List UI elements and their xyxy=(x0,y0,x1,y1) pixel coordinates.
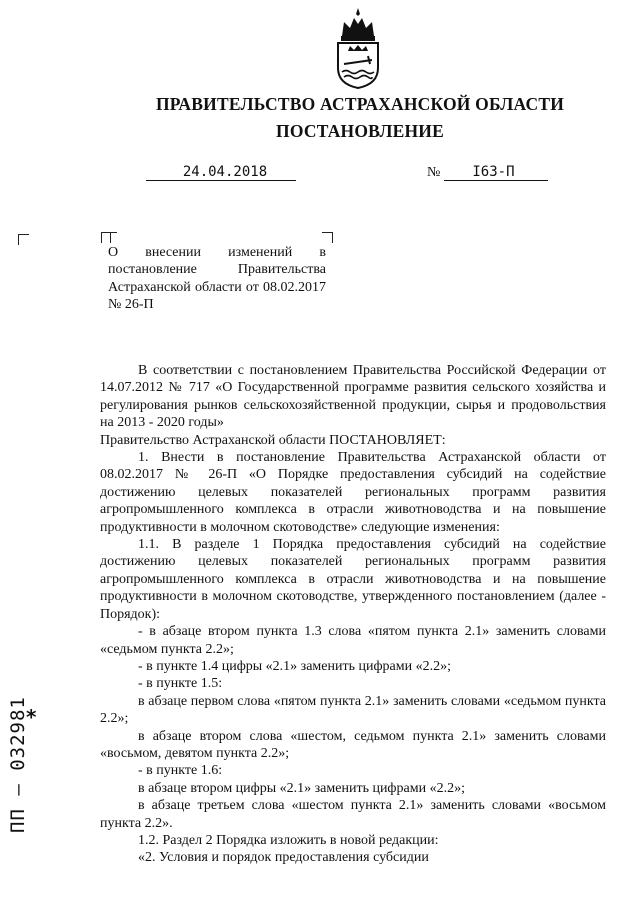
corner-mark xyxy=(322,232,333,243)
coat-of-arms-icon xyxy=(332,6,384,90)
paragraph-change: - в пункте 1.4 цифры «2.1» заменить цифрами «2.2»; xyxy=(138,658,451,674)
paragraph-change: - в пункте 1.5: xyxy=(138,676,223,692)
corner-mark xyxy=(110,232,117,243)
paragraph-resolution: Правительство Астраханской области ПОСТАНОВЛЯЕТ: xyxy=(100,432,446,448)
paragraph-change: в абзаце втором цифры «2.1» заменить цифрами «2.2»; xyxy=(138,780,465,796)
paragraph-change: - в абзаце втором пункта 1.3 слова «пятом пункта 2.1» заменить словами «седьмом пункта 2.2»; xyxy=(100,624,606,657)
paragraph-change: в абзаце втором слова «шестом, седьмом пункта 2.1» заменить словами «восьмом, девятом пункта 2.2»; xyxy=(100,728,606,761)
paragraph-preamble: В соответствии с постановлением Правительства Российской Федерации от 14.07.2012 № 717 «О Государственной программе развития сельского хозяйства и регулирования рынков сельскохозяйственной продукции, сырья и продовольствия на 2013 - 2020 годы» xyxy=(100,363,606,431)
paragraph-item-1: 1. Внести в постановление Правительства Астраханской области от 08.02.2017 № 26-П «О Порядке предоставления субсидий на содействие достижению целевых показателей региональных программ развития агропромышленного комплекса в отрасли животноводства и на повышение продуктивности в молочном скотоводстве» следующие изменения: xyxy=(100,450,606,535)
document-body xyxy=(100,362,606,867)
paragraph-item-1-2: 1.2. Раздел 2 Порядка изложить в новой редакции: xyxy=(138,832,439,848)
document-number: I63-П xyxy=(444,164,548,181)
government-name: ПРАВИТЕЛЬСТВО АСТРАХАНСКОЙ ОБЛАСТИ xyxy=(155,94,565,114)
corner-mark xyxy=(18,234,29,245)
document-type: ПОСТАНОВЛЕНИЕ xyxy=(276,121,444,141)
paragraph-item-1-1: 1.1. В разделе 1 Порядка предоставления субсидий на содействие достижению целевых показателей региональных программ развития агропромышленного комплекса в отрасли животноводства и на повышение продуктивности в молочном скотоводстве, утвержденного постановлением (далее - Порядок): xyxy=(100,537,606,622)
document-number-line xyxy=(427,164,557,181)
document-date: 24.04.2018 xyxy=(146,164,296,181)
paragraph-section-title: «2. Условия и порядок предоставления субсидии xyxy=(138,850,429,866)
paragraph-change: - в пункте 1.6: xyxy=(138,763,223,779)
number-sign: № xyxy=(427,165,441,180)
document-subject: О внесении изменений в постановление Правительства Астраханской области от 08.02.2017 № 26-П xyxy=(108,245,326,312)
stamp-asterisk: * xyxy=(26,705,37,729)
serial-number-stamp: ПП – 032981 xyxy=(7,696,29,833)
paragraph-change: в абзаце первом слова «пятом пункта 2.1» заменить словами «седьмом пункта 2.2»; xyxy=(100,693,606,727)
paragraph-change: в абзаце третьем слова «шестом пункта 2.1» заменить словами «восьмом пункта 2.2». xyxy=(100,798,606,831)
